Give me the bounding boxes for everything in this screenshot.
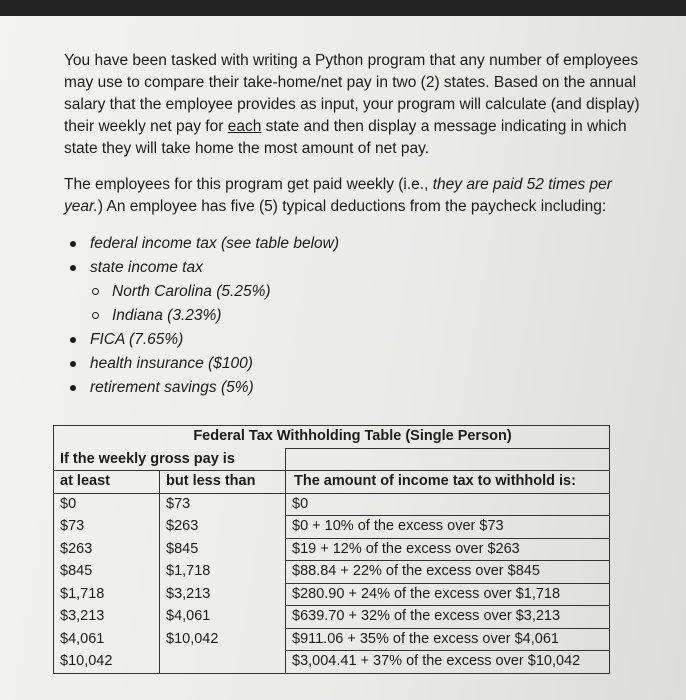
table-row (54, 516, 610, 539)
intro-emphasis: each (227, 118, 262, 135)
intro-paragraph (64, 50, 654, 160)
cell-amount: $0 (286, 493, 610, 516)
deduction-item: health insurance ($100) (64, 352, 654, 376)
cell-amount: $88.84 + 22% of the excess over $845 (286, 561, 610, 584)
cell-less-than: $73 (160, 493, 286, 516)
table-row (54, 583, 610, 606)
cell-amount: $639.70 + 32% of the excess over $3,213 (286, 606, 610, 629)
col-header-at-least: at least (54, 471, 160, 494)
pay-text-italic: they are paid 52 times per year. (64, 176, 612, 215)
deduction-item: retirement savings (5%) (64, 376, 654, 400)
cell-at-least: $263 (54, 538, 160, 561)
cell-amount: $911.06 + 35% of the excess over $4,061 (286, 628, 610, 651)
cell-amount: $19 + 12% of the excess over $263 (286, 538, 610, 561)
cell-at-least: $0 (54, 493, 160, 516)
table-title: Federal Tax Withholding Table (Single Person) (193, 428, 512, 445)
table-row (54, 561, 610, 584)
cell-amount: $3,004.41 + 37% of the excess over $10,042 (286, 651, 610, 674)
deduction-subitem: North Carolina (5.25%) (64, 280, 654, 304)
table-title-row (54, 426, 610, 449)
table-row (54, 606, 610, 629)
intro-text-end: state and then display a message indicating in which state they will take home the most amount of net pay. (64, 118, 627, 157)
cell-at-least: $10,042 (54, 651, 160, 674)
cell-amount: $0 + 10% of the excess over $73 (286, 516, 610, 539)
table-subheader-row (54, 448, 610, 471)
cell-amount: $280.90 + 24% of the excess over $1,718 (286, 583, 610, 606)
cell-less-than: $4,061 (160, 606, 286, 629)
cell-less-than: $845 (160, 538, 286, 561)
deductions-list (64, 232, 654, 400)
deduction-item: state income tax (64, 256, 654, 280)
cell-less-than: $1,718 (160, 561, 286, 584)
cell-less-than: $3,213 (160, 583, 286, 606)
assignment-text (64, 50, 654, 400)
table-subheader-blank (286, 448, 610, 471)
deduction-item: FICA (7.65%) (64, 328, 654, 352)
cell-less-than (160, 651, 286, 674)
table-header-row (54, 471, 610, 494)
intro-text-start: You have been tasked with writing a Python program that any number of employees may use to compare their take-home/net pay in two (2) states. Based on the annual salary that the employee provides as input, your program will calculate (and display) their weekly net pay for (64, 52, 640, 135)
table-row (54, 538, 610, 561)
federal-tax-table (53, 425, 610, 674)
cell-at-least: $845 (54, 561, 160, 584)
cell-at-least: $3,213 (54, 606, 160, 629)
table-title-cell (54, 426, 610, 449)
cell-less-than: $10,042 (160, 628, 286, 651)
deduction-subitem: Indiana (3.23%) (64, 304, 654, 328)
pay-text-start: The employees for this program get paid weekly (i.e., (64, 176, 433, 193)
cell-less-than: $263 (160, 516, 286, 539)
table-subheader: If the weekly gross pay is (54, 448, 286, 471)
cell-at-least: $73 (54, 516, 160, 539)
cell-at-least: $4,061 (54, 628, 160, 651)
table-row (54, 628, 610, 651)
deduction-item: federal income tax (see table below) (64, 232, 654, 256)
cell-at-least: $1,718 (54, 583, 160, 606)
col-header-less-than: but less than (160, 471, 286, 494)
pay-paragraph (64, 174, 654, 218)
table-row (54, 651, 610, 674)
pay-text-end: ) An employee has five (5) typical deductions from the paycheck including: (97, 198, 607, 215)
col-header-amount: The amount of income tax to withhold is: (286, 471, 610, 494)
top-edge-bar (0, 0, 686, 16)
table-row (54, 493, 610, 516)
